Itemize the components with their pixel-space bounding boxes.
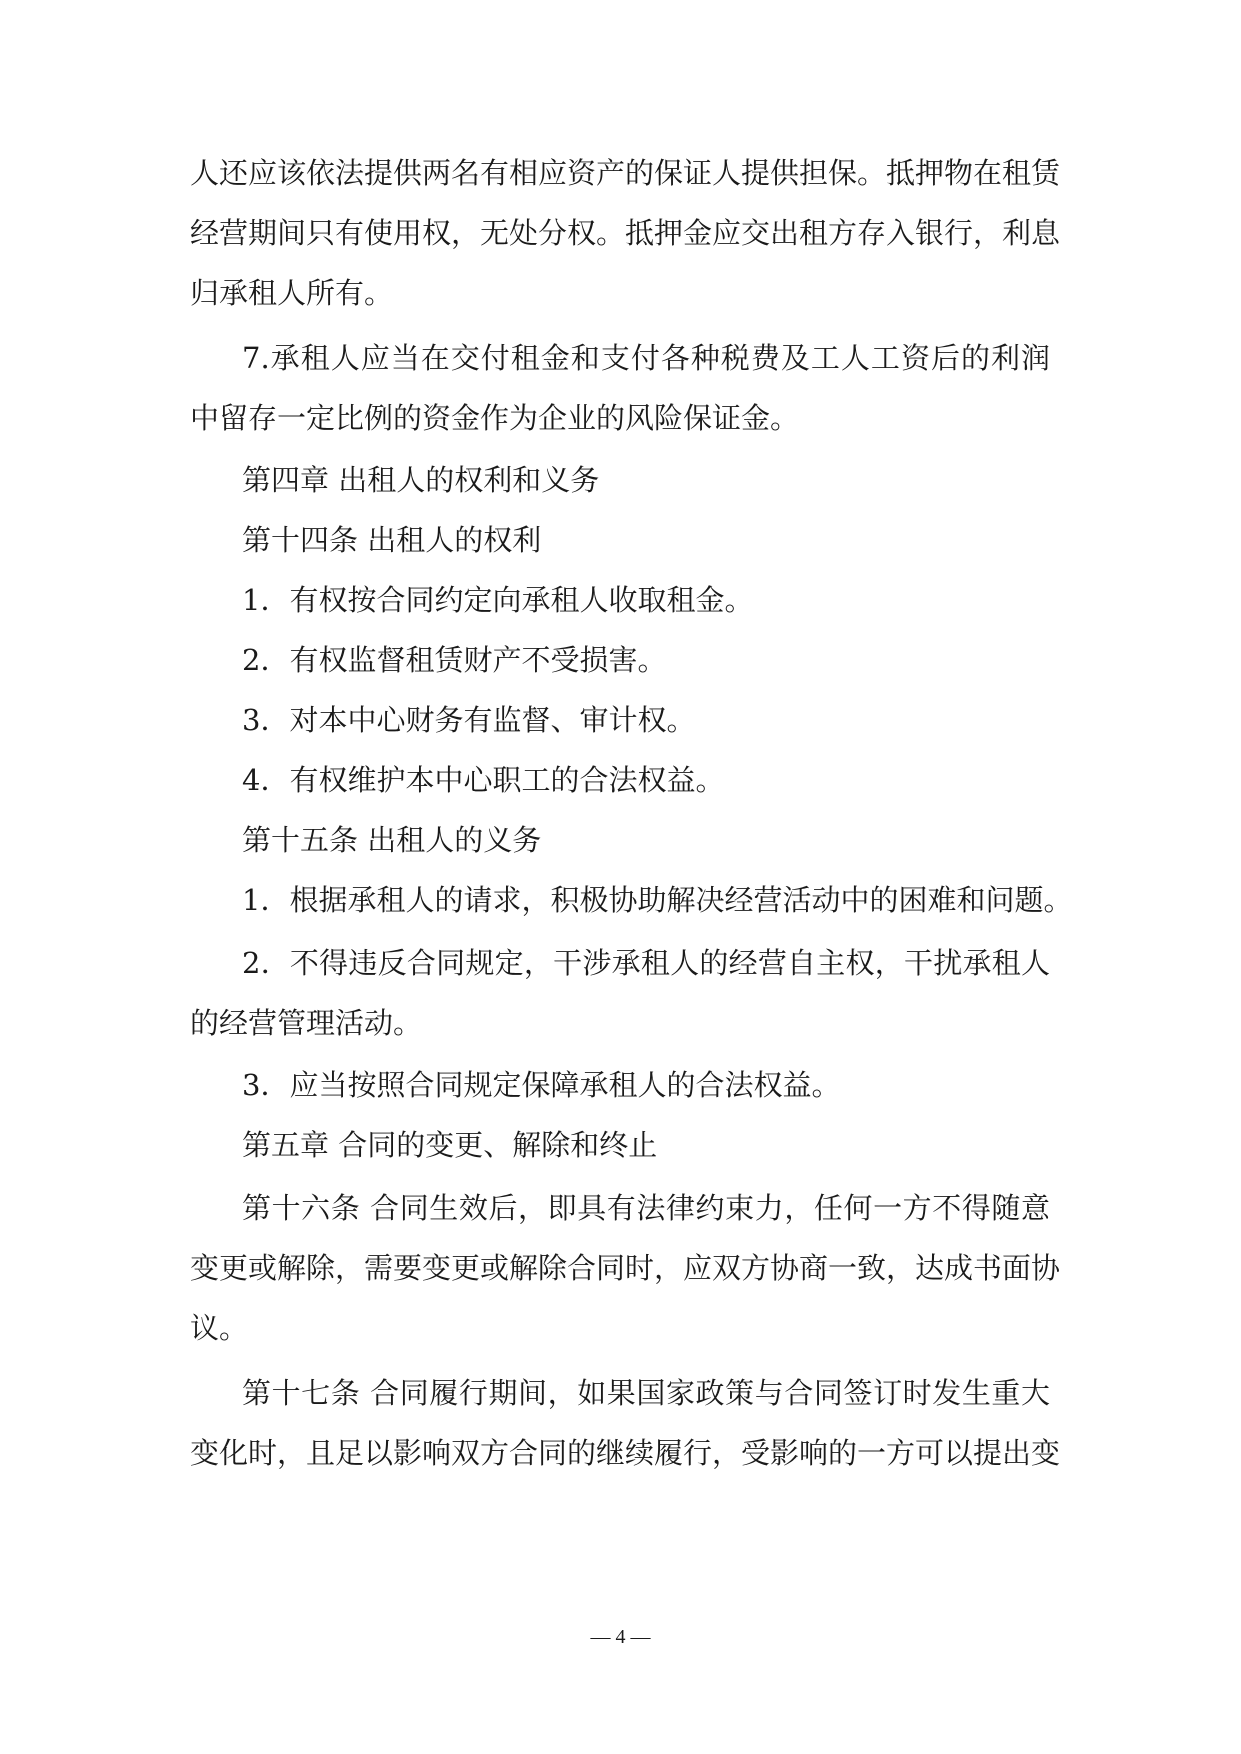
text-line: 中留存一定比例的资金作为企业的风险保证金。 — [190, 401, 800, 435]
text-line: 变更或解除，需要变更或解除合同时，应双方协商一致，达成书面协 — [190, 1251, 1061, 1285]
text-line: 归承租人所有。 — [190, 276, 394, 310]
text-line: 的经营管理活动。 — [190, 1006, 423, 1040]
text-line: 经营期间只有使用权，无处分权。抵押金应交出租方存入银行，利息 — [190, 216, 1061, 250]
list-item: 1．根据承租人的请求，积极协助解决经营活动中的困难和问题。 — [242, 883, 1073, 917]
chapter-heading: 第四章 出租人的权利和义务 — [242, 463, 600, 497]
text-line: 变化时，且足以影响双方合同的继续履行，受影响的一方可以提出变 — [190, 1436, 1061, 1470]
text-line: 7.承租人应当在交付租金和支付各种税费及工人工资后的利润 — [242, 341, 1050, 375]
text-line: 议。 — [190, 1311, 249, 1345]
list-item: 2．不得违反合同规定，干涉承租人的经营自主权，干扰承租人 — [242, 946, 1050, 980]
chapter-heading: 第五章 合同的变更、解除和终止 — [242, 1128, 658, 1162]
list-item: 3．对本中心财务有监督、审计权。 — [242, 703, 696, 737]
text-line: 人还应该依法提供两名有相应资产的保证人提供担保。抵押物在租赁 — [190, 156, 1061, 190]
list-item: 2．有权监督租赁财产不受损害。 — [242, 643, 667, 677]
article-heading: 第十五条 出租人的义务 — [242, 823, 542, 857]
list-item: 3．应当按照合同规定保障承租人的合法权益。 — [242, 1068, 841, 1102]
article-text: 第十六条 合同生效后，即具有法律约束力，任何一方不得随意 — [242, 1191, 1050, 1225]
list-item: 1．有权按合同约定向承租人收取租金。 — [242, 583, 754, 617]
article-text: 第十七条 合同履行期间，如果国家政策与合同签订时发生重大 — [242, 1376, 1050, 1410]
page-number: — 4 — — [590, 1626, 651, 1648]
article-heading: 第十四条 出租人的权利 — [242, 523, 542, 557]
list-item: 4．有权维护本中心职工的合法权益。 — [242, 763, 725, 797]
